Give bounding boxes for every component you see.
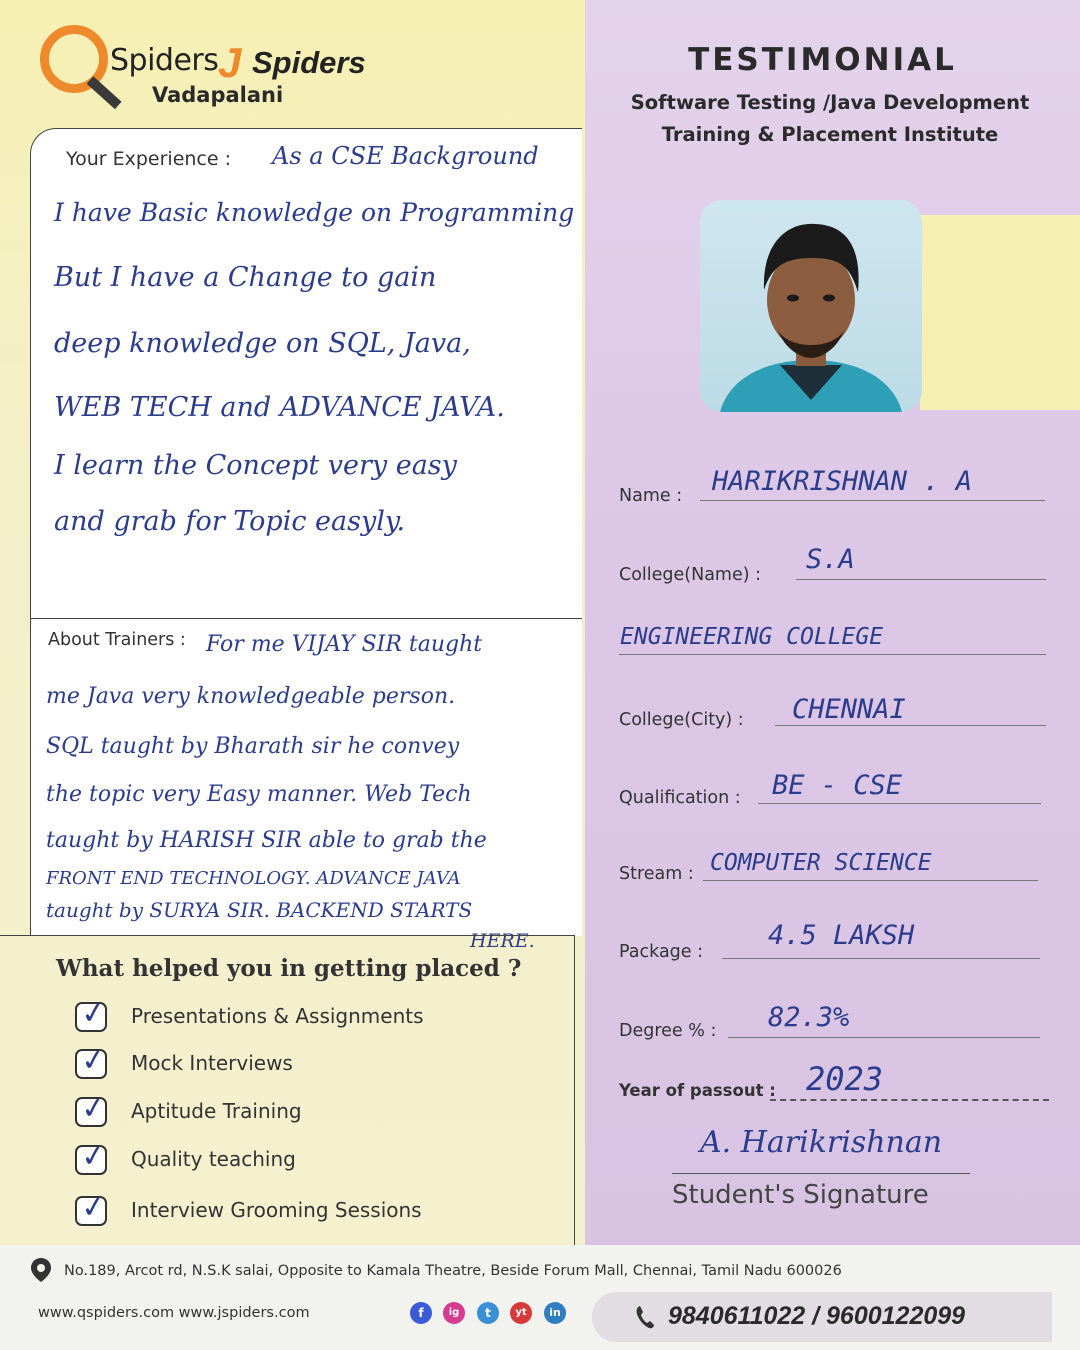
experience-line: deep knowledge on SQL, Java, — [54, 328, 471, 359]
degree-underline — [728, 1037, 1040, 1038]
helped-title: What helped you in getting placed ? — [56, 955, 522, 982]
checklist-label: Mock Interviews — [131, 1051, 293, 1075]
linkedin-icon[interactable]: in — [544, 1302, 566, 1324]
experience-line: But I have a Change to gain — [54, 262, 437, 293]
stream-underline — [703, 880, 1038, 881]
trainers-line: SQL taught by Bharath sir he convey — [46, 734, 460, 759]
qualification-value: BE - CSE — [772, 770, 903, 801]
trainers-line: FRONT END TECHNOLOGY. ADVANCE JAVA — [46, 868, 461, 889]
college-city-underline — [775, 725, 1046, 726]
checklist-label: Aptitude Training — [131, 1099, 302, 1123]
passout-underline — [770, 1099, 1049, 1101]
check-mark-icon: ✓ — [78, 1137, 109, 1176]
degree-value: 82.3% — [768, 1002, 850, 1033]
trainers-line: taught by HARISH SIR able to grab the — [46, 828, 487, 853]
college-name-value: S.A — [806, 544, 855, 575]
experience-line: and grab for Topic easyly. — [54, 506, 406, 537]
college-city-label: College(City) : — [619, 710, 744, 730]
logo-text-qspiders: Spiders — [110, 43, 219, 78]
experience-label: Your Experience : — [66, 148, 231, 170]
facebook-icon[interactable]: f — [410, 1302, 432, 1324]
logo-text-jspiders: Spiders — [252, 45, 366, 80]
q-logo-tail — [87, 76, 122, 109]
college-name-label: College(Name) : — [619, 565, 762, 585]
package-value: 4.5 LAKSH — [768, 920, 915, 951]
student-photo — [700, 200, 922, 412]
phone-numbers[interactable]: 9840611022 / 9600122099 — [668, 1302, 966, 1330]
website-links[interactable]: www.qspiders.com www.jspiders.com — [38, 1305, 310, 1321]
name-label: Name : — [619, 486, 683, 506]
trainers-line: me Java very knowledgeable person. — [46, 684, 456, 709]
youtube-icon[interactable]: yt — [510, 1302, 532, 1324]
checklist-label: Presentations & Assignments — [131, 1004, 424, 1028]
stream-value: COMPUTER SCIENCE — [710, 850, 932, 876]
passout-value: 2023 — [806, 1060, 884, 1098]
check-mark-icon: ✓ — [78, 994, 109, 1033]
page-title: TESTIMONIAL — [688, 42, 957, 78]
qualification-label: Qualification : — [619, 788, 741, 808]
college-name-underline — [796, 579, 1046, 580]
college-city-value: CHENNAI — [792, 694, 906, 725]
package-label: Package : — [619, 942, 703, 962]
student-photo-illustration — [700, 200, 922, 412]
trainers-line: HERE. — [470, 930, 535, 952]
check-mark-icon: ✓ — [78, 1041, 109, 1080]
logo-letter-j: J — [218, 39, 242, 86]
trainers-line: the topic very Easy manner. Web Tech — [46, 782, 472, 807]
check-mark-icon: ✓ — [78, 1089, 109, 1128]
experience-line: As a CSE Background — [272, 142, 539, 170]
subtitle-line-1: Software Testing /Java Development — [630, 91, 1030, 114]
trainers-line: For me VIJAY SIR taught — [206, 632, 483, 657]
signature-label: Student's Signature — [672, 1180, 929, 1210]
degree-label: Degree % : — [619, 1021, 717, 1041]
name-underline — [700, 500, 1045, 501]
check-mark-icon: ✓ — [78, 1188, 109, 1227]
signature-line — [672, 1173, 970, 1174]
right-panel — [585, 0, 1080, 1245]
phone-icon — [634, 1304, 656, 1330]
instagram-icon[interactable]: ig — [443, 1302, 465, 1324]
checklist-label: Quality teaching — [131, 1147, 296, 1171]
location-pin-icon — [30, 1257, 52, 1283]
experience-line: I have Basic knowledge on Programming — [54, 198, 575, 227]
trainers-label: About Trainers : — [48, 630, 186, 650]
trainers-line: taught by SURYA SIR. BACKEND STARTS — [46, 898, 473, 922]
handwritten-signature: A. Harikrishnan — [700, 1125, 943, 1160]
subtitle-line-2: Training & Placement Institute — [661, 123, 999, 146]
stream-label: Stream : — [619, 864, 694, 884]
checklist-label: Interview Grooming Sessions — [131, 1198, 422, 1222]
accent-strip — [920, 215, 1080, 410]
college-name-underline-2 — [619, 654, 1046, 655]
experience-line: I learn the Concept very easy — [54, 450, 457, 481]
name-value: HARIKRISHNAN . A — [712, 466, 973, 497]
college-name-value-2: ENGINEERING COLLEGE — [620, 624, 884, 650]
package-underline — [722, 958, 1040, 959]
address-text: No.189, Arcot rd, N.S.K salai, Opposite to Kamala Theatre, Beside Forum Mall, Chennai, Tamil Nadu 600026 — [64, 1263, 842, 1279]
qualification-underline — [758, 803, 1041, 804]
branch-name: Vadapalani — [152, 83, 284, 107]
brand-logo — [40, 25, 380, 115]
twitter-icon[interactable]: t — [477, 1302, 499, 1324]
passout-label: Year of passout : — [619, 1081, 776, 1100]
experience-line: WEB TECH and ADVANCE JAVA. — [54, 392, 505, 423]
